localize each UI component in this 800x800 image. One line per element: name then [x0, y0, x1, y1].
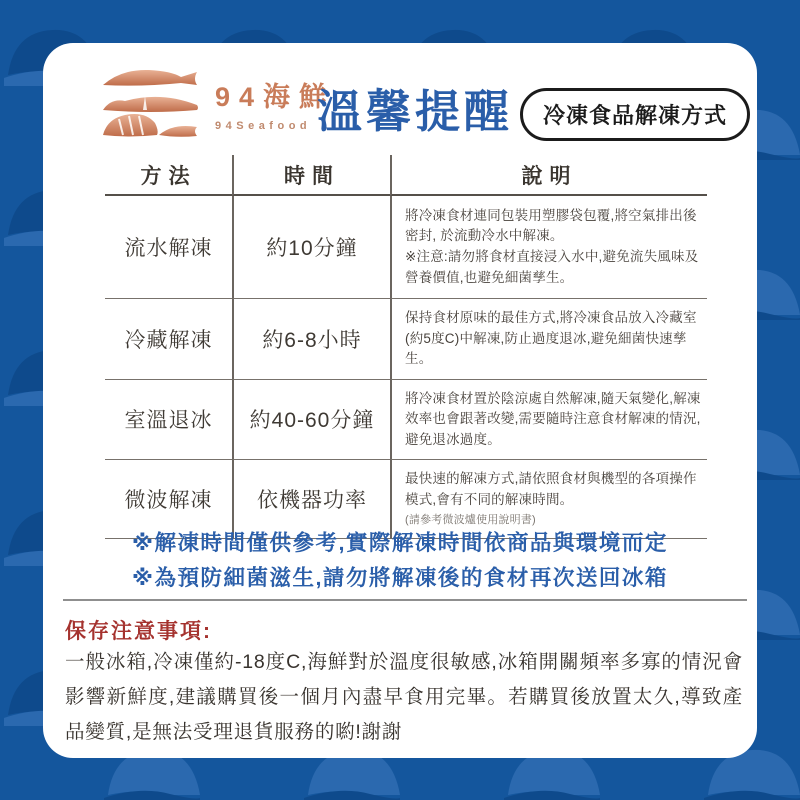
column-header-description: 說明: [390, 155, 707, 196]
brand-name-en: 94Seafood: [215, 119, 312, 132]
table-row-time: 約6-8小時: [232, 299, 390, 380]
table-row-time: 約40-60分鐘: [232, 380, 390, 461]
info-card: [43, 43, 757, 758]
section-divider: [63, 599, 747, 601]
topic-badge: 冷凍食品解凍方式: [520, 88, 750, 141]
defrost-footnotes: [43, 526, 757, 597]
brand-logo: [101, 65, 335, 141]
description-footnote: (請參考微波爐使用說明書): [405, 514, 536, 527]
table-row-method: 微波解凍: [105, 460, 232, 539]
footnote-line: ※為預防細菌滋生,請勿將解凍後的食材再次送回冰箱: [132, 566, 668, 591]
table-row-method: 流水解凍: [105, 196, 232, 299]
column-header-time: 時間: [232, 155, 390, 196]
column-header-method: 方法: [105, 155, 232, 196]
storage-notice-heading: 保存注意事項:: [65, 620, 212, 643]
seafood-logo-icon: [101, 65, 205, 141]
table-row-description: [390, 299, 707, 380]
header: [43, 43, 757, 153]
description-line: 最快速的解凍方式,請依照食材與機型的各項操作模式,會有不同的解凍時間。: [405, 471, 697, 507]
table-row-time: 依機器功率: [232, 460, 390, 539]
table-row-description: [390, 380, 707, 461]
description-line: 保持食材原味的最佳方式,將冷凍食品放入冷藏室(約5度C)中解凍,防止過度退冰,避免細菌快速孳生。: [405, 310, 697, 367]
storage-notice-body: 一般冰箱,冷凍僅約-18度C,海鮮對於溫度很敏感,冰箱開關頻率多寡的情況會影響新鮮度,建議購買後一個月內盡早食用完畢。若購買後放置太久,導致產品變質,是無法受理退貨服務的喲!謝謝: [65, 651, 743, 744]
table-row-method: 室溫退冰: [105, 380, 232, 461]
table-row-time: 約10分鐘: [232, 196, 390, 299]
description-line: 將冷凍食材連同包裝用塑膠袋包覆,將空氣排出後密封, 於流動冷水中解凍。: [405, 207, 697, 244]
defrost-methods-table: [105, 155, 750, 539]
table-row-description: [390, 196, 707, 299]
description-line: ※注意:請勿將食材直接浸入水中,避免流失風味及營養價值,也避免細菌孳生。: [405, 249, 699, 285]
brand-name-zh: 94海鮮: [215, 81, 336, 112]
table-row-method: 冷藏解凍: [105, 299, 232, 380]
page-title: 溫馨提醒: [317, 86, 514, 137]
footnote-line: ※解凍時間僅供參考,實際解凍時間依商品與環境而定: [132, 531, 668, 555]
description-line: 將冷凍食材置於陰涼處自然解凍,隨天氣變化,解凍效率也會跟著改變,需要隨時注意食材解凍的情況,避免退冰過度。: [405, 390, 701, 447]
